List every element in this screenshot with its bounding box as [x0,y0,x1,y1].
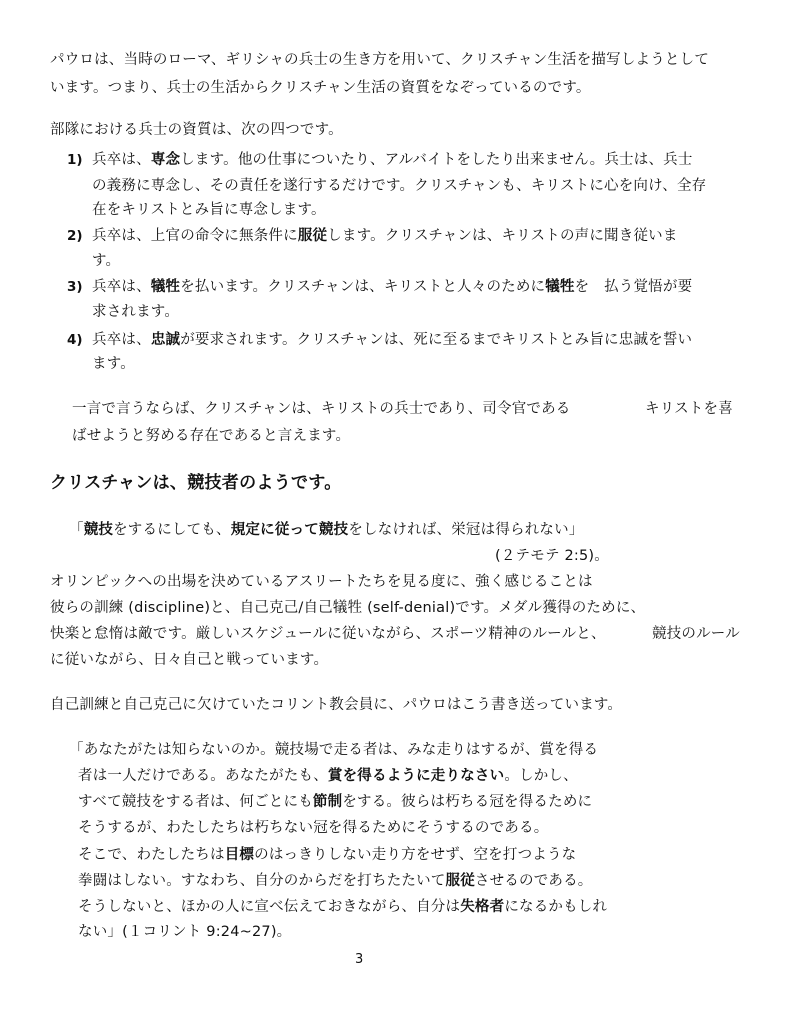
item-3-number: 3) [67,279,83,295]
summary-line-1b: キリストを喜 [645,401,733,417]
item-2-line-2: す。 [92,253,121,269]
item-4-text-b: が要求されます。クリスチャンは、死に至るまでキリストとみ旨に忠誠を誓い [180,332,693,348]
quote-2-l3-text-b: をする。彼らは朽ちる冠を得るために [342,794,593,810]
item-1-text-a: 兵卒は、 [92,152,151,168]
quote-2-l7-text-b: になるかもしれ [504,899,608,915]
quote-2-l6-bold: 服従 [445,873,475,889]
quote-2-line-1: 「あなたがたは知らないのか。競技場で走る者は、みな走りはするが、賞を得る [69,742,599,758]
item-1-text-b: します。他の仕事についたり、アルバイトをしたり出来ません。兵士は、兵士 [180,152,693,168]
quote-2-l3-bold: 節制 [312,794,343,810]
page-number: 3 [355,952,364,967]
quote-2-l5-text-a: そこで、わたしたちは [78,847,225,863]
quote-1-text-b: をしなければ、栄冠は得られない」 [348,522,584,538]
quote-2-l2-text-a: 者は一人だけである。あなたがたも、 [78,768,328,784]
quote-2-line-5 [78,845,576,865]
item-2-number: 2) [67,228,83,244]
athletes-line-1: オリンピックへの出場を決めているアスリートたちを見る度に、強く感じることは [50,574,593,590]
quote-2-l6-text-b: させるのである。 [474,873,593,889]
quote-1-text-a: をするにしても、 [113,522,231,538]
item-3-line-1 [92,277,692,297]
quote-2-l2-bold: 賞を得るように走りなさい [327,768,505,784]
quote-2-line-7 [78,897,607,917]
item-2-line-1 [92,226,678,246]
athletes-line-2: 彼らの訓練 (discipline)と、自己克己/自己犠牲 (self-denial)です。メダル獲得のために、 [50,600,646,616]
corinth-lead: 自己訓練と自己克己に欠けていたコリント教会員に、パウロはこう書き送っています。 [50,697,623,713]
section-heading: クリスチャンは、競技者のようです。 [50,473,342,493]
quote-1-reference: (２テモテ 2:5)。 [495,548,609,564]
intro-line-2: います。つまり、兵士の生活からクリスチャン生活の資質をなぞっているのです。 [50,80,591,96]
item-3-text-b: を払います。クリスチャンは、キリストと人々のために [180,279,546,295]
item-2-text-a: 兵卒は、上官の命令に無条件に [92,228,298,244]
summary-line-1a: 一言で言うならば、クリスチャンは、キリストの兵士であり、司令官である [72,401,571,417]
item-3-bold-a: 犠牲 [150,279,181,295]
summary-line-2: ばせようと努める存在であると言えます。 [72,428,351,444]
quote-1-line [69,520,584,540]
quote-2-l3-text-a: すべて競技をする者は、何ごとにも [78,794,313,810]
item-1-bold-a: 専念 [150,152,181,168]
item-4-line-2: ます。 [92,356,135,372]
item-3-bold-b: 犠牲 [545,279,575,295]
quote-2-line-8: ない」(１コリント 9:24~27)。 [78,924,292,940]
item-1-line-2: の義務に専念し、その責任を遂行するだけです。クリスチャンも、キリストに心を向け、全存 [92,178,707,194]
quote-2-l5-bold: 目標 [224,847,255,863]
item-3-line-2: 求されます。 [92,304,180,320]
item-2-text-b: します。クリスチャンは、キリストの声に聞き従いま [327,228,678,244]
quote-1-bold-a: 競技 [83,522,114,538]
item-1-line-3: 在をキリストとみ旨に専念します。 [92,202,326,218]
item-1-number: 1) [67,152,83,168]
quote-1-bold-b: 規定に従って競技 [230,522,349,538]
athletes-line-3a: 快楽と怠惰は敵です。厳しいスケジュールに従いながら、スポーツ精神のルールと、 [50,626,606,642]
intro-line-1: パウロは、当時のローマ、ギリシャの兵士の生き方を用いて、クリスチャン生活を描写しようとして [50,52,710,68]
quote-2-line-2 [78,766,578,786]
athletes-line-4: に従いながら、日々自己と戦っています。 [50,652,329,668]
quote-2-line-3 [78,792,592,812]
item-4-bold-a: 忠誠 [150,332,181,348]
item-3-text-a: 兵卒は、 [92,279,151,295]
item-1-line-1 [92,150,693,170]
quote-2-l5-text-b: のはっきりしない走り方をせず、空を打つような [254,847,577,863]
item-4-number: 4) [67,332,83,348]
quote-2-line-6 [78,871,593,891]
quote-2-l2-text-b: 。しかし、 [504,768,578,784]
athletes-line-3b: 競技のルール [652,626,740,642]
item-2-bold-a: 服従 [297,228,328,244]
quote-2-l6-text-a: 拳闘はしない。すなわち、自分のからだを打ちたたいて [78,873,446,889]
qualities-lead: 部隊における兵士の資質は、次の四つです。 [50,122,343,138]
item-3-text-c: を 払う覚悟が要 [574,279,693,295]
quote-1-open: 「 [69,522,84,538]
quote-2-l7-text-a: そうしないと、ほかの人に宣べ伝えておきながら、自分は [78,899,461,915]
item-4-line-1 [92,330,692,350]
quote-2-l7-bold: 失格者 [460,899,505,915]
item-4-text-a: 兵卒は、 [92,332,151,348]
quote-2-line-4: そうするが、わたしたちは朽ちない冠を得るためにそうするのである。 [78,820,549,836]
